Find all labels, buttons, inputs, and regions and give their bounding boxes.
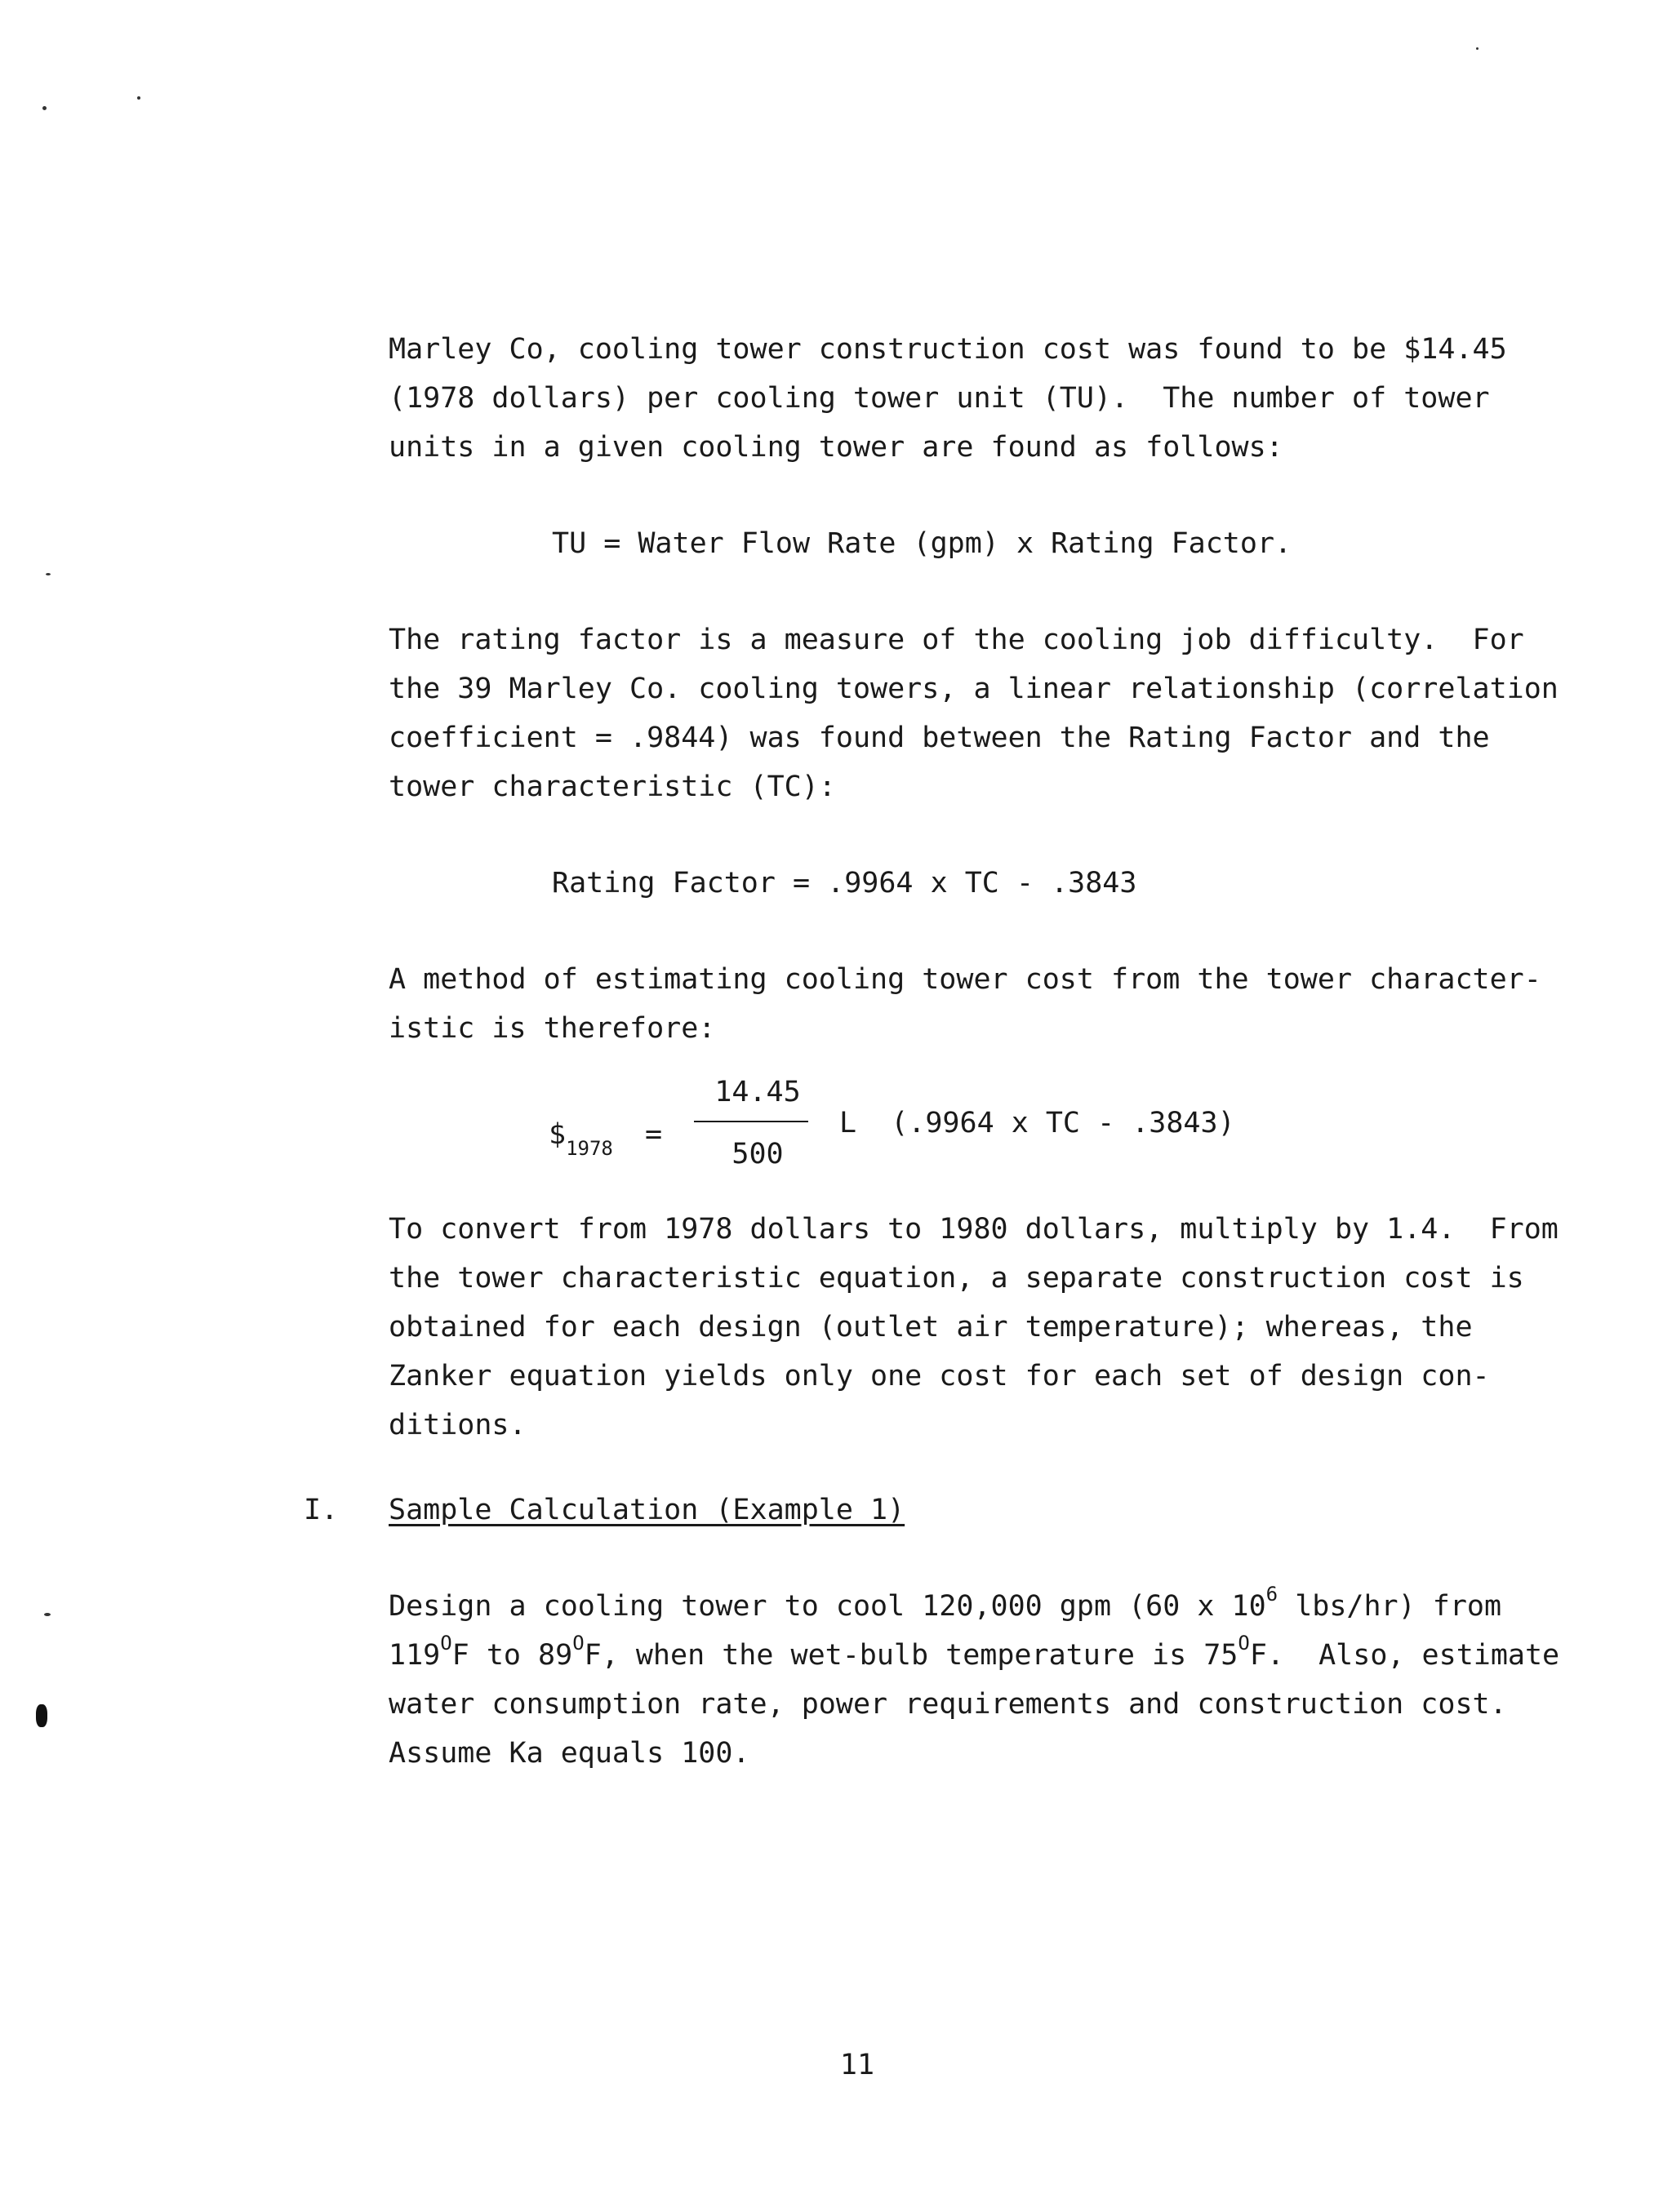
para4-line4: Zanker equation yields only one cost for each set of design con-: [389, 1360, 1490, 1392]
dollar-symbol: $: [549, 1118, 567, 1151]
equation-rating-factor: Rating Factor = .9964 x TC - .3843: [552, 867, 1137, 899]
section-title: Sample Calculation (Example 1): [389, 1494, 905, 1526]
para5-line2-text-b: F to 89: [451, 1639, 573, 1672]
para1-line3: units in a given cooling tower are found as follows:: [389, 431, 1283, 464]
para5-line1: [389, 1582, 1501, 1633]
scan-blot: [36, 1704, 47, 1727]
fraction-numerator: 14.45: [714, 1076, 801, 1108]
equation-cost-equals: =: [645, 1118, 663, 1151]
para5-line2-text-d: F. Also, estimate: [1249, 1639, 1560, 1672]
para5-line2-text-c: F, when the wet-bulb temperature is 75: [584, 1639, 1238, 1672]
para5-line1-text-a: Design a cooling tower to cool 120,000 gpm (60 x 10: [389, 1590, 1266, 1623]
scan-speck: [137, 96, 140, 100]
fraction-denominator: 500: [732, 1138, 784, 1170]
para2-line3: coefficient = .9844) was found between the Rating Factor and the: [389, 722, 1490, 754]
para4-line2: the tower characteristic equation, a separate construction cost is: [389, 1262, 1524, 1295]
exponent-superscript: 6: [1265, 1583, 1278, 1606]
para2-line1: The rating factor is a measure of the cooling job difficulty. For: [389, 624, 1524, 656]
para1-line1: Marley Co, cooling tower construction cost was found to be $14.45: [389, 333, 1507, 366]
para5-line2: [389, 1631, 1559, 1682]
equation-cost-lhs: [549, 1110, 613, 1162]
para1-line2: (1978 dollars) per cooling tower unit (TU). The number of tower: [389, 382, 1490, 415]
scan-speck: [44, 1613, 51, 1616]
para3-line2: istic is therefore:: [389, 1012, 716, 1045]
equation-cost-rhs: L (.9964 x TC - .3843): [839, 1107, 1235, 1139]
para5-line3: water consumption rate, power requirements and construction cost.: [389, 1688, 1507, 1721]
scan-speck: [46, 573, 51, 575]
para2-line4: tower characteristic (TC):: [389, 771, 836, 803]
scan-speck: [1476, 47, 1479, 50]
fraction-bar: [694, 1121, 808, 1122]
degree-superscript: O: [1238, 1632, 1250, 1655]
year-subscript: 1978: [566, 1137, 613, 1160]
para5-line1-text-b: lbs/hr) from: [1278, 1590, 1502, 1623]
scan-speck: [42, 106, 47, 110]
para4-line5: ditions.: [389, 1409, 527, 1441]
para2-line2: the 39 Marley Co. cooling towers, a linear relationship (correlation: [389, 673, 1559, 705]
para5-line4: Assume Ka equals 100.: [389, 1737, 750, 1770]
para4-line1: To convert from 1978 dollars to 1980 dollars, multiply by 1.4. From: [389, 1213, 1559, 1246]
para5-line2-text-a: 119: [389, 1639, 441, 1672]
section-number: I.: [304, 1494, 339, 1526]
equation-tower-units: TU = Water Flow Rate (gpm) x Rating Factor.: [552, 527, 1292, 560]
degree-superscript: O: [572, 1632, 585, 1655]
para3-line1: A method of estimating cooling tower cost from the tower character-: [389, 963, 1541, 996]
degree-superscript: O: [440, 1632, 452, 1655]
page-number: 11: [839, 2049, 875, 2081]
para4-line3: obtained for each design (outlet air temperature); whereas, the: [389, 1311, 1473, 1344]
